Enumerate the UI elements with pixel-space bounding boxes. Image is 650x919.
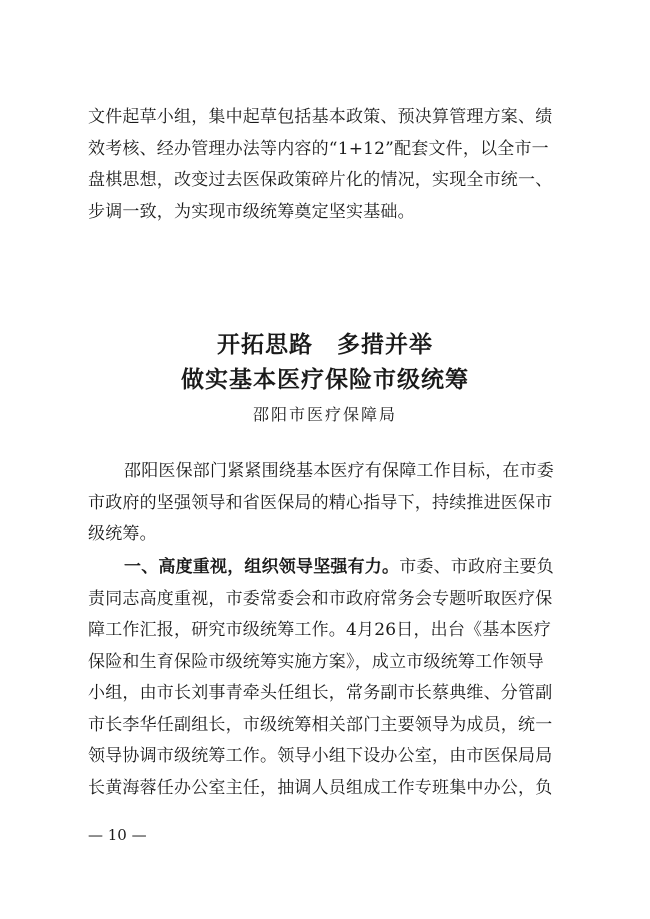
section-1-line-4: 保险和生育保险市级统筹实施方案》，成立市级统筹工作领导 [88,651,544,672]
article-author: 邵阳市医疗保障局 [252,405,397,424]
section-1-line-5: 小组，由市长刘事青牵头任组长，常务副市长蔡典维、分管副 [88,683,553,703]
section-1-line-7: 领导协调市级统筹工作。领导小组下设办公室，由市医保局局 [88,746,553,766]
article-title-line-2: 做实基本医疗保险市级统筹 [181,367,469,393]
section-1-heading: 一、高度重视，组织领导坚强有力。 [124,557,400,577]
intro-paragraph [88,102,563,228]
section-1-first-line [88,552,563,584]
section-1-first-line-rest: 市委、市政府主要负 [399,557,555,577]
section-1-line-3: 障工作汇报，研究市级统筹工作。4月26日，出台《基本医疗 [88,620,552,640]
section-1-line-6: 市长李华任副组长，市级统筹相关部门主要领导为成员，统一 [88,714,553,735]
lead-paragraph [88,456,563,551]
section-1-line-2: 责同志高度重视，市委常委会和市政府常务会专题听取医疗保 [88,588,553,609]
lead-line-3: 级统筹。 [88,524,157,544]
lead-line-2: 市政府的坚强领导和省医保局的精心指导下，持续推进医保市 [88,492,553,513]
article-title-line-1: 开拓思路 多措并举 [217,332,433,358]
intro-line-3: 盘棋思想，改变过去医保政策碎片化的情况，实现全市统一、 [88,170,553,190]
lead-line-1: 邵阳医保部门紧紧围绕基本医疗有保障工作目标，在市委 [124,461,554,481]
page-number: — 10 — [88,826,147,844]
intro-line-1: 文件起草小组，集中起草包括基本政策、预决算管理方案、绩 [88,107,553,127]
section-1-line-8: 长黄海蓉任办公室主任，抽调人员组成工作专班集中办公，负 [88,777,553,798]
intro-line-2: 效考核、经办管理办法等内容的“1+12”配套文件，以全市一 [88,138,549,159]
intro-line-4: 步调一致，为实现市级统筹奠定坚实基础。 [88,201,415,222]
section-1-paragraph [88,552,563,804]
